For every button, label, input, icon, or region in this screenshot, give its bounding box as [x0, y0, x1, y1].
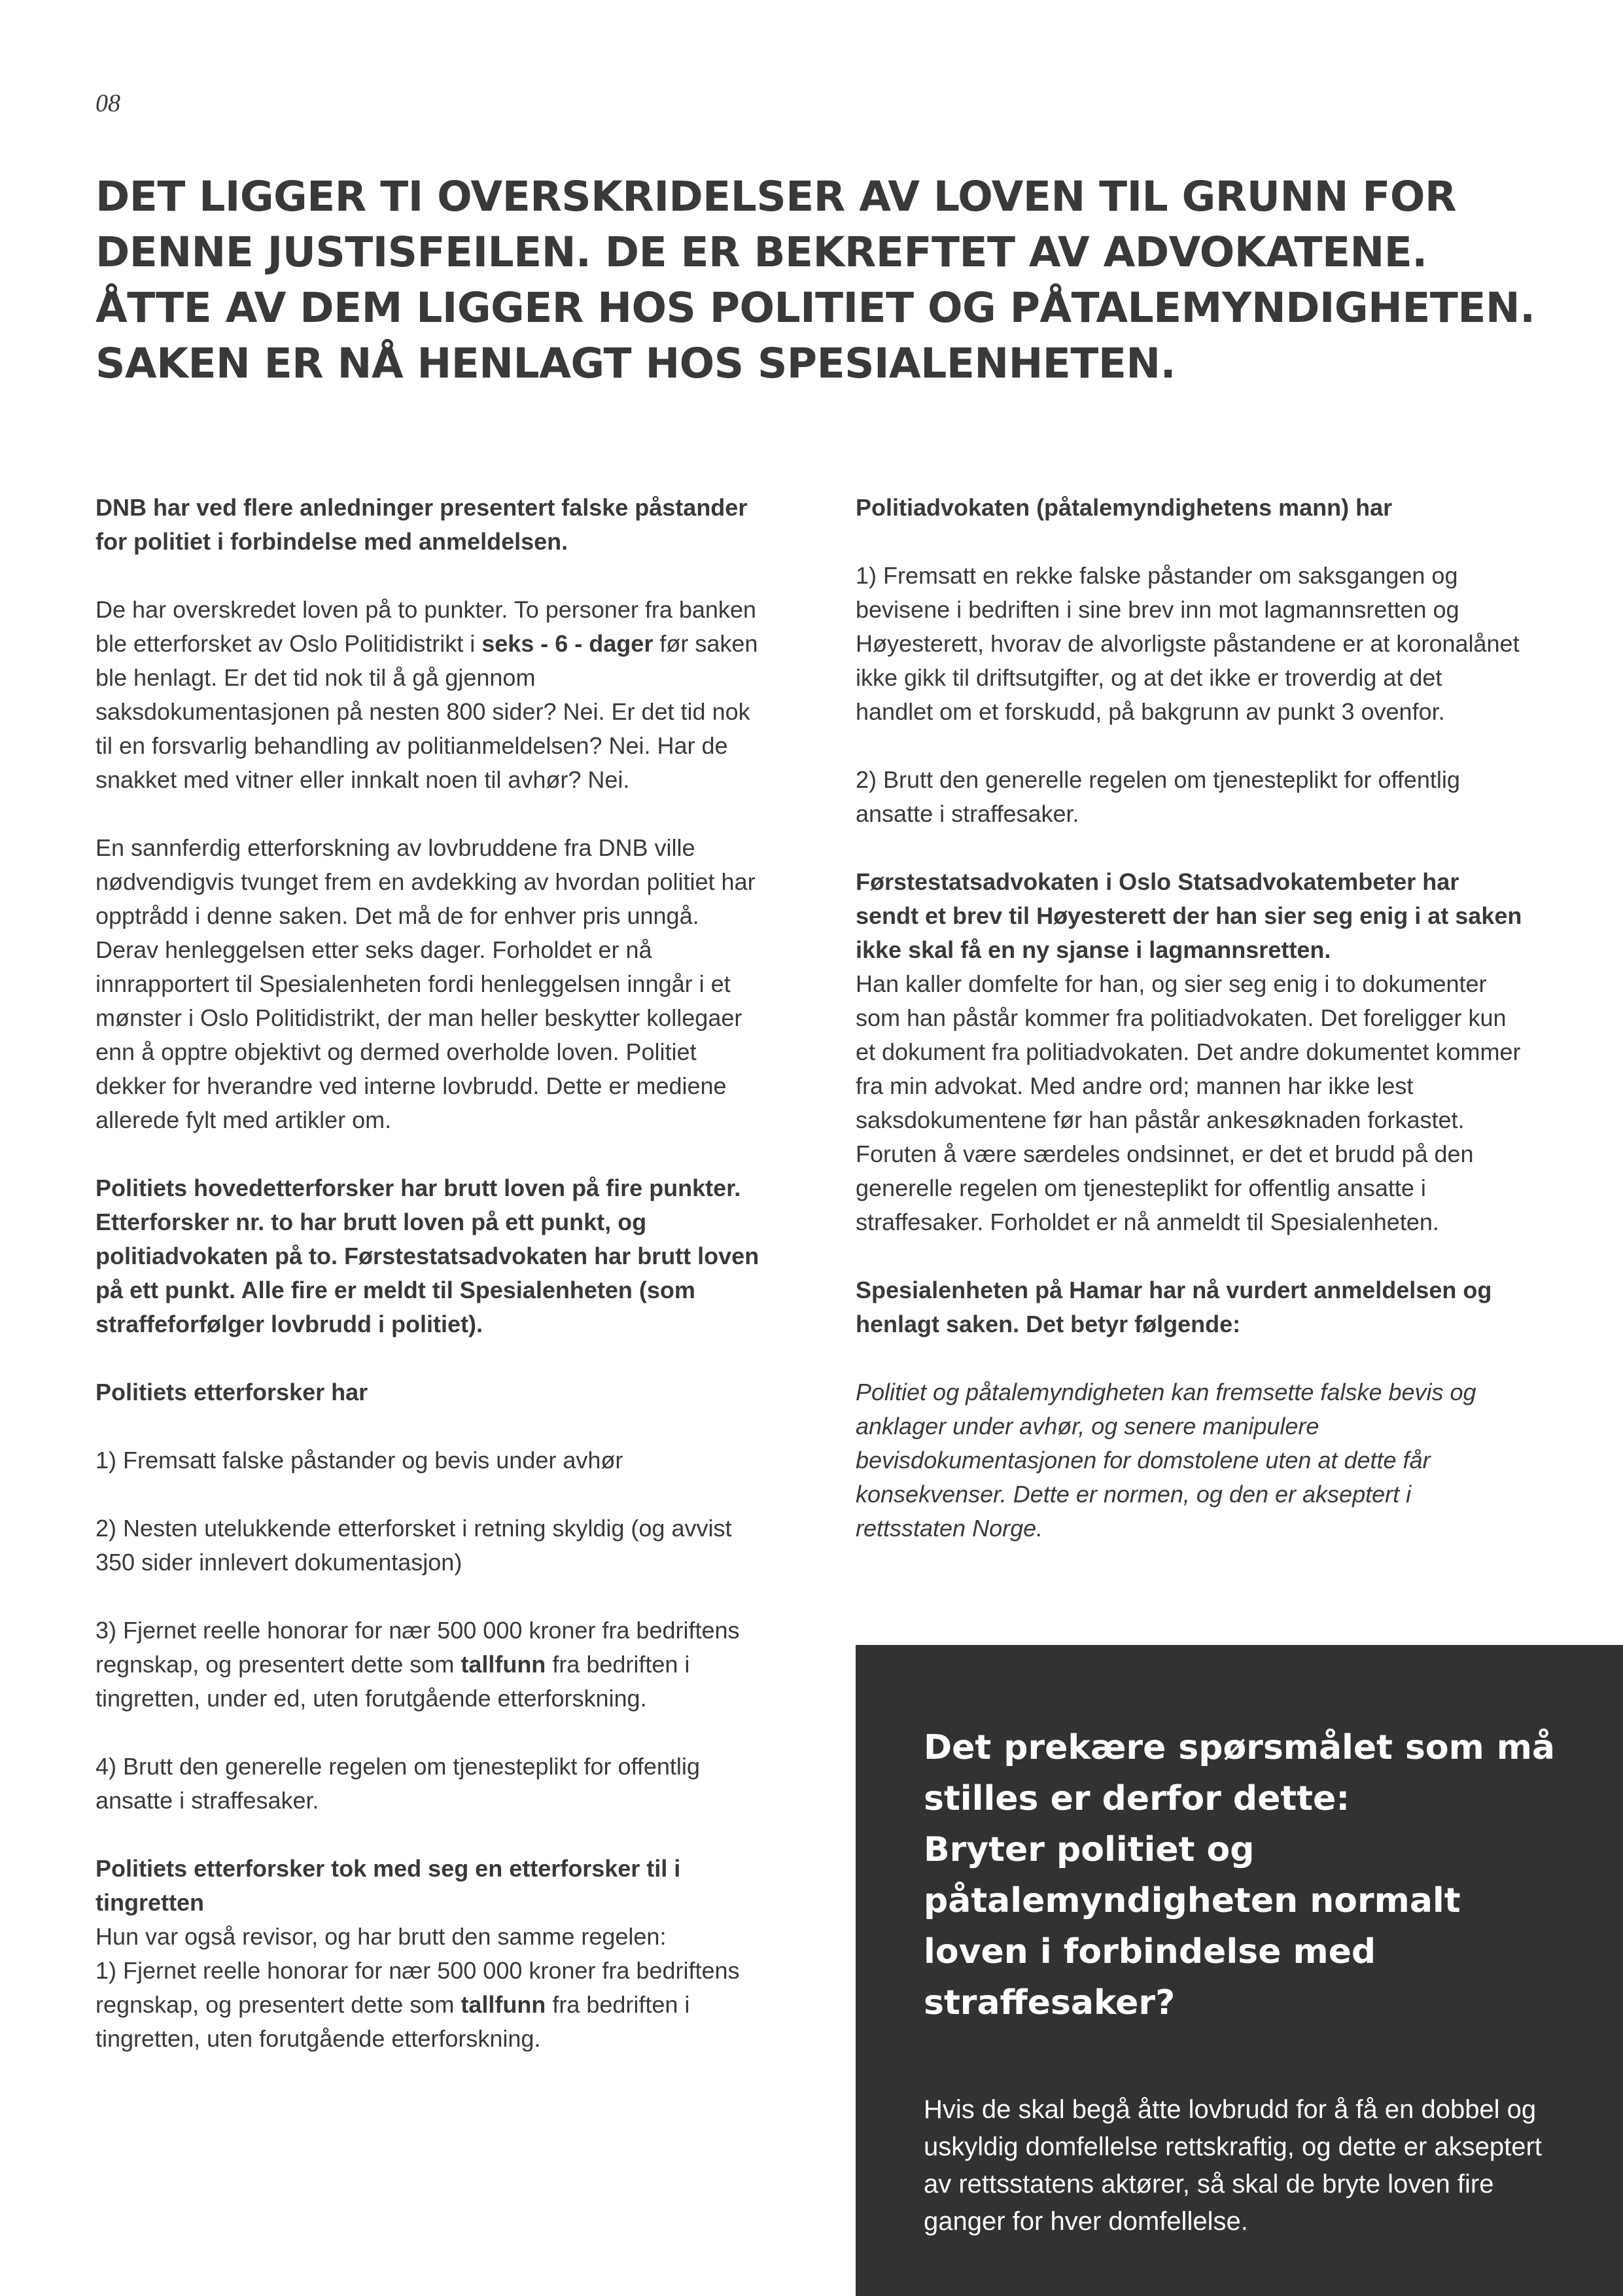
special-unit-statement: Spesialenheten på Hamar har nå vurdert anmeldelsen og henlagt saken. Det betyr følgende: — [856, 1277, 1492, 1337]
investigator-heading: Politiets etterforsker har — [96, 1379, 368, 1405]
headline-line: ÅTTE AV DEM LIGGER HOS POLITIET OG PÅTALEMYNDIGHETEN. — [96, 284, 1535, 332]
investigator-item-3 — [96, 1614, 763, 1716]
dnb-paragraph — [96, 593, 763, 797]
consequence-italic: Politiet og påtalemyndigheten kan fremsette falske bevis og anklager under avhør, og senere manipulere bevisdokumentasjonen for domstolene uten at dette får konsekvenser. Dette er normen, og den er akseptert i rettsstaten Norge. — [856, 1379, 1476, 1542]
callout-box — [856, 1645, 1623, 2296]
text-run: De har overskredet loven på to punkter. To personer fra banken ble etterforsket av Oslo Politidistrikt i — [96, 596, 756, 657]
second-investigator-intro: Hun var også revisor, og har brutt den samme regelen: — [96, 1923, 667, 1950]
investigator-item-2: 2) Nesten utelukkende etterforsket i retning skyldig (og avvist 350 sider innlevert dokumentasjon) — [96, 1515, 732, 1576]
callout-question — [924, 1722, 1555, 2028]
second-investigator-heading: Politiets etterforsker tok med seg en etterforsker til i tingretten — [96, 1855, 681, 1916]
text-run: fra bedriften i tingretten, uten forutgående etterforskning. — [96, 1991, 690, 2052]
investigator-item-4: 4) Brutt den generelle regelen om tjenesteplikt for offentlig ansatte i straffesaker. — [96, 1753, 700, 1814]
chief-prosecutor-bold: Førstestatsadvokaten i Oslo Statsadvokatembeter har sendt et brev til Høyesterett der han sier seg enig i at saken ikke skal få en ny sjanse i lagmannsretten. — [856, 868, 1522, 963]
emphasis-tallfunn: tallfunn — [461, 1991, 546, 2018]
investigation-paragraph: En sannferdig etterforskning av lovbruddene fra DNB ville nødvendigvis tvunget frem en avdekking av hvordan politiet har opptrådd i denne saken. Det må de for enhver pris unngå. Derav henleggelsen etter seks dager. Forholdet er nå innrapportert til Spesialenheten fordi henleggelsen inngår i et mønster i Oslo Politidistrikt, der man heller beskytter kollegaer enn å opptre objektivt og dermed overholde loven. Politiet dekker for hverandre ved interne lovbrudd. Dette er mediene allerede fylt med artikler om. — [96, 834, 756, 1133]
dnb-intro: DNB har ved flere anledninger presentert falske påstander for politiet i forbindelse med anmeldelsen. — [96, 494, 748, 555]
prosecutor-heading: Politiadvokaten (påtalemyndighetens mann) har — [856, 494, 1393, 521]
prosecutor-item-1: 1) Fremsatt en rekke falske påstander om saksgangen og bevisene i bedriften i sine brev inn mot lagmannsretten og Høyesterett, hvorav de alvorligste påstandene er at koronalånet ikke gikk til driftsutgifter, og at det ikke er troverdig at det handlet om et forskudd, på bakgrunn av punkt 3 ovenfor. — [856, 562, 1520, 725]
callout-body: Hvis de skal begå åtte lovbrudd for å få en dobbel og uskyldig domfellelse rettskraftig, og dette er akseptert av rettsstatens aktører, så skal de bryte loven fire ganger for hver domfellelse. — [924, 2095, 1542, 2236]
text-run: 1) Fjernet reelle honorar for nær 500 000 kroner fra bedriftens regnskap, og presentert dette som — [96, 1957, 740, 2018]
second-investigator-item — [96, 1954, 763, 2056]
emphasis-tallfunn: tallfunn — [461, 1651, 546, 1678]
page-number: 08 — [96, 90, 120, 117]
investigator-item-1: 1) Fremsatt falske påstander og bevis under avhør — [96, 1447, 623, 1474]
callout-question-line: Det prekære spørsmålet som må — [924, 1728, 1555, 1767]
left-column — [96, 491, 763, 2056]
right-column — [856, 491, 1523, 1580]
headline-line: SAKEN ER NÅ HENLAGT HOS SPESIALENHETEN. — [96, 340, 1176, 387]
page-headline — [96, 169, 1567, 391]
callout-question-line: Bryter politiet og påtalemyndigheten normalt loven i forbindelse med straffesaker? — [924, 1830, 1461, 2022]
violations-summary: Politiets hovedetterforsker har brutt loven på fire punkter. Etterforsker nr. to har brutt loven på ett punkt, og politiadvokaten på to. Førstestatsadvokaten har brutt loven på ett punkt. Alle fire er meldt til Spesialenheten (som straffeforfølger lovbrudd i politiet). — [96, 1174, 759, 1337]
text-run: fra bedriften i tingretten, under ed, uten forutgående etterforskning. — [96, 1651, 690, 1712]
callout-question-line: stilles er derfor dette: — [924, 1779, 1350, 1818]
prosecutor-item-2: 2) Brutt den generelle regelen om tjenesteplikt for offentlig ansatte i straffesaker. — [856, 766, 1460, 827]
text-run: 3) Fjernet reelle honorar for nær 500 000 kroner fra bedriftens regnskap, og presentert dette som — [96, 1617, 740, 1678]
text-run: før saken ble henlagt. Er det tid nok til å gå gjennom saksdokumentasjonen på nesten 800 sider? Nei. Er det tid nok til en forsvarlig behandling av politianmeldelsen? Nei. Har de snakket med vitner eller innkalt noen til avhør? Nei. — [96, 630, 758, 793]
headline-line: DET LIGGER TI OVERSKRIDELSER AV LOVEN TIL GRUNN FOR — [96, 173, 1456, 221]
headline-line: DENNE JUSTISFEILEN. DE ER BEKREFTET AV ADVOKATENE. — [96, 228, 1427, 276]
emphasis-days: seks - 6 - dager — [481, 630, 654, 657]
chief-prosecutor-text: Han kaller domfelte for han, og sier seg enig i to dokumenter som han påstår kommer fra politiadvokaten. Det foreligger kun et dokument fra politiadvokaten. Det andre dokumentet kommer fra min advokat. Med andre ord; mannen har ikke lest saksdokumentene før han påstår ankesøknaden forkastet. Foruten å være særdeles ondsinnet, er det et brudd på den generelle regelen om tjenesteplikt for offentlig ansatte i straffesaker. Forholdet er nå anmeldt til Spesialenheten. — [856, 970, 1521, 1235]
